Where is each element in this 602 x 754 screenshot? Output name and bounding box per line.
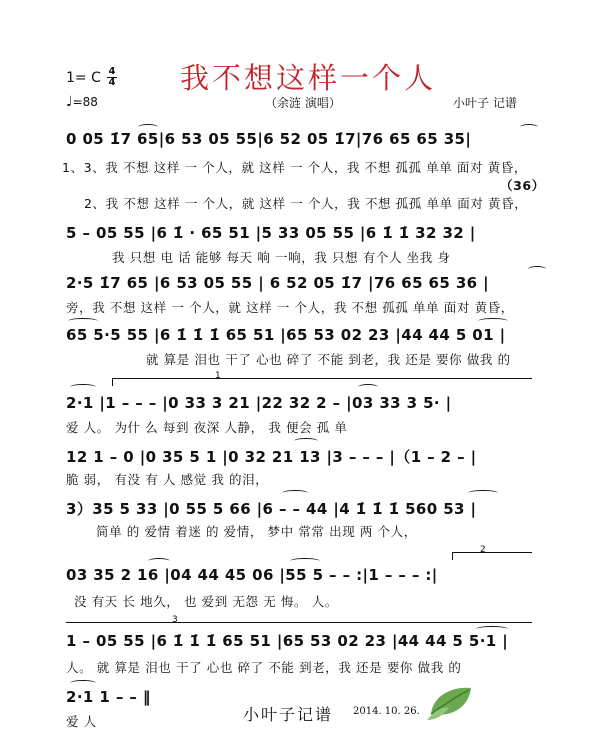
- notation-line: 5 – 05 55 |6 1̇ · 65 51 |5 33 05 55 |6 1̇ 1̇ 32 32 |: [66, 224, 476, 242]
- notation-line: 2·1 |1 – – – |0 33 3 21 |22 32 2 – |03 33 3 5· |: [66, 394, 452, 412]
- slur: [148, 558, 170, 564]
- notation-line: 3）35 5 33 |0 55 5 66 |6 – – 44 |4 1̇ 1̇ 1̇ 560 53 |: [66, 500, 477, 518]
- lyric-line: 脆 弱， 有没 有 人 感觉 我 的泪，: [66, 472, 269, 487]
- slur: [70, 680, 96, 686]
- alternate-notes: （36）: [500, 178, 545, 193]
- lyric-line: 爱 人。 为什 么 每到 夜深 人静， 我 便会 孤 单: [66, 420, 348, 435]
- volta-bracket: [112, 378, 532, 379]
- footer-date: 2014. 10. 26.: [353, 706, 420, 717]
- slur: [294, 438, 318, 444]
- slur: [70, 384, 96, 390]
- lyric-line: 旁，我 不想 这样 一 个人，就 这样 一 个人，我 不想 孤孤 单单 面对 黄昏，: [66, 300, 514, 315]
- singer-credit: （余涟 演唱）: [265, 96, 341, 110]
- volta-bracket-end: [452, 552, 453, 560]
- slur: [358, 384, 378, 390]
- lyric-line: 简单 的 爱情 着迷 的 爱情， 梦中 常常 出现 两 个人，: [96, 524, 417, 539]
- lyric-line: 爱 人: [66, 714, 97, 729]
- slur: [290, 558, 320, 564]
- notation-line: 2·5 1̇7 65 |6 53 05 55 | 6 52 05 1̇7 |76 65 65 36 |: [66, 274, 490, 292]
- quarter-note-icon: ♩: [66, 94, 73, 110]
- lyric-line: 人。 就 算是 泪也 干了 心也 碎了 不能 到老，我 还是 要你 做我 的: [66, 660, 462, 675]
- song-title: 我不想这样一个人: [180, 61, 437, 95]
- volta-bracket: [66, 622, 532, 623]
- notation-line: 2·1 1 – – ‖: [66, 688, 151, 706]
- notation-line: 03 35 2 16 |04 44 45 06 |55 5 – – :|1 – – – :|: [66, 566, 438, 584]
- volta-number: 3: [172, 615, 178, 625]
- notation-line: 65 5·5 55 |6 1̇ 1̇ 1̇ 65 51 |65 53 02 23 |44 44 5 01 |: [66, 326, 506, 344]
- time-signature-bottom: 4: [108, 77, 116, 88]
- slur: [468, 490, 498, 496]
- tempo-value: =88: [72, 95, 98, 109]
- leaf-icon: [425, 684, 475, 722]
- volta-number: 2: [480, 545, 486, 555]
- lyric-line: 2、我 不想 这样 一 个人，就 这样 一 个人，我 不想 孤孤 单单 面对 黄昏，: [84, 196, 528, 211]
- notation-line: 12 1 – 0 |0 35 5 1 |0 32 21 13 |3 – – – |（1 – 2 – |: [66, 448, 477, 466]
- time-signature: [106, 67, 118, 88]
- slur: [528, 266, 546, 272]
- volta-number: 1: [215, 371, 221, 381]
- transcriber-credit: 小叶子 记谱: [453, 96, 517, 110]
- slur: [520, 124, 538, 130]
- tempo-marking: [66, 94, 98, 110]
- slur: [282, 490, 308, 496]
- slur: [68, 318, 98, 324]
- lyric-line: 1、3、我 不想 这样 一 个人，就 这样 一 个人，我 不想 孤孤 单单 面对 黄昏，: [62, 160, 527, 175]
- lyric-line: 我 只想 电 话 能够 每天 响 一响，我 只想 有个人 坐我 身: [112, 250, 451, 265]
- footer-transcriber: 小叶子记谱: [243, 705, 334, 724]
- volta-bracket-end: [112, 378, 113, 386]
- notation-line: 0 05 1̇7 65|6 53 05 55|6 52 05 1̇7|76 65 65 35|: [66, 130, 472, 148]
- time-signature-top: 4: [108, 66, 116, 77]
- slur: [478, 318, 508, 324]
- lyric-line: 没 有天 长 地久， 也 爱到 无怨 无 悔。 人。: [74, 594, 338, 609]
- notation-line: 1 – 05 55 |6 1̇ 1̇ 1̇ 65 51 |65 53 02 23 |44 44 5 5·1 |: [66, 632, 509, 650]
- key-signature: 1= C: [66, 70, 101, 86]
- volta-bracket: [452, 552, 532, 553]
- lyric-line: 就 算是 泪也 干了 心也 碎了 不能 到老，我 还是 要你 做我 的: [146, 352, 511, 367]
